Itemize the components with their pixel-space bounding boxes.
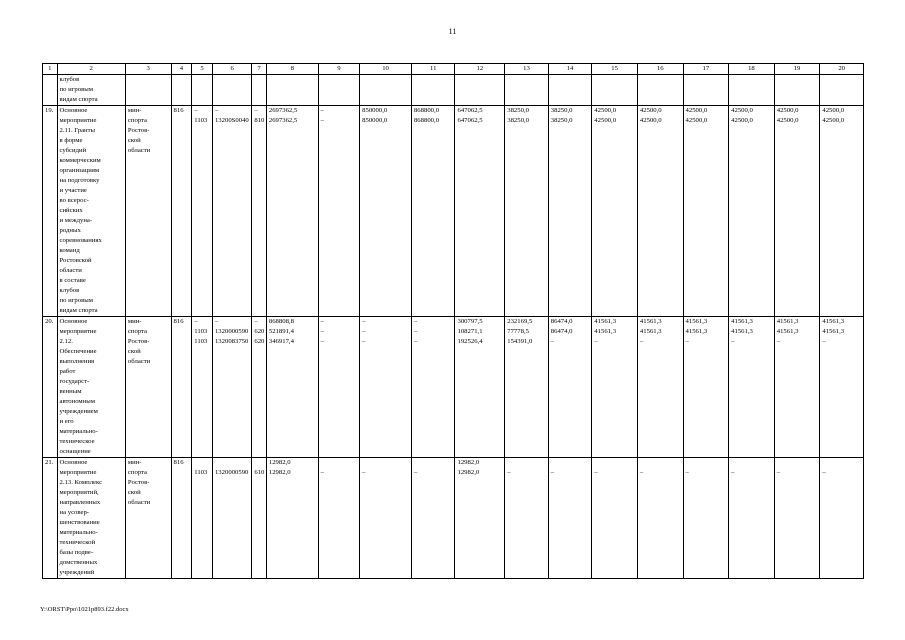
amount-cell: [774, 106, 820, 317]
amount-cell: [729, 458, 775, 579]
amount-cell: [266, 106, 318, 317]
event-name: [57, 317, 125, 458]
value-line: 41561,3: [594, 318, 617, 325]
value-line: [551, 458, 590, 468]
empty-cell: [360, 75, 412, 106]
value-line: 647062,5: [457, 117, 483, 124]
code-cell: [192, 317, 213, 458]
value-line: 2697362,5: [268, 117, 298, 124]
amount-cell: [683, 106, 729, 317]
amount-cell: [505, 106, 549, 317]
header-cell: 8: [266, 64, 318, 75]
empty-cell: [318, 75, 359, 106]
value-line: [215, 458, 249, 468]
executor: [125, 458, 171, 579]
code-cell: [192, 106, 213, 317]
value-line: –: [639, 469, 644, 476]
text-line: мероприятие: [59, 328, 97, 335]
value-line: 1320083750: [214, 338, 249, 345]
amount-cell: [411, 317, 455, 458]
value-line: 86474,0: [550, 318, 573, 325]
value-line: 41561,3: [639, 318, 662, 325]
text-line: во всерос-: [59, 197, 89, 204]
text-line: ской: [127, 489, 141, 496]
text-line: мин-: [127, 107, 142, 114]
text-line: клубов: [59, 76, 80, 83]
empty-cell: [192, 75, 213, 106]
amount-cell: [266, 458, 318, 579]
text-line: по игровым: [59, 297, 93, 304]
value-line: 620: [254, 338, 265, 345]
value-line: 521891,4: [268, 328, 294, 335]
text-line: работ: [59, 368, 76, 375]
text-line: 2.11. Гранты: [59, 127, 96, 134]
value-line: 1320000590: [214, 328, 249, 335]
value-line: 41561,3: [776, 328, 799, 335]
text-line: спорта: [127, 117, 148, 124]
value-line: 810: [254, 117, 265, 124]
amount-cell: [266, 317, 318, 458]
value-line: [686, 458, 727, 468]
text-line: Ростов-: [127, 338, 150, 345]
text-line: материально-: [59, 529, 98, 536]
value-line: 42500,0: [639, 107, 662, 114]
value-line: 41561,3: [731, 318, 753, 325]
executor: [125, 317, 171, 458]
text-line: области: [127, 147, 151, 154]
code-cell: [252, 317, 267, 458]
value-line: 12982,0: [457, 459, 480, 466]
text-line: и его: [59, 418, 74, 425]
text-line: Основное: [59, 107, 88, 114]
amount-cell: [505, 458, 549, 579]
text-line: в составе: [59, 277, 86, 284]
value-line: [731, 458, 772, 468]
text-line: организациям: [59, 167, 100, 174]
value-line: 1103: [194, 117, 208, 124]
header-cell: 13: [505, 64, 549, 75]
value-line: 86474,0: [550, 328, 573, 335]
value-line: 38250,0: [507, 117, 529, 124]
value-line: –: [214, 318, 219, 325]
amount-cell: [637, 458, 683, 579]
amount-cell: [820, 458, 864, 579]
row-number: 19.: [43, 106, 58, 317]
value-line: –: [320, 318, 325, 325]
header-row: [43, 64, 864, 75]
empty-cell: [505, 75, 549, 106]
table-row: [43, 317, 864, 458]
text-line: материально-: [59, 428, 98, 435]
amount-cell: [592, 106, 638, 317]
value-line: 12982,0: [268, 459, 291, 466]
header-cell: 2: [57, 64, 125, 75]
amount-cell: [637, 106, 683, 317]
amount-cell: [360, 458, 412, 579]
header-cell: 11: [411, 64, 455, 75]
code-cell: [252, 106, 267, 317]
value-line: –: [320, 117, 325, 124]
amount-cell: [820, 106, 864, 317]
value-line: 850000,0: [362, 117, 388, 124]
header-cell: 4: [171, 64, 192, 75]
text-line: учреждением: [59, 408, 98, 415]
value-line: –: [731, 469, 735, 476]
header-cell: 12: [455, 64, 505, 75]
amount-cell: [455, 317, 505, 458]
amount-cell: [592, 317, 638, 458]
text-line: спорта: [127, 469, 148, 476]
value-line: 346917,4: [268, 338, 294, 345]
text-line: технической: [59, 539, 96, 546]
table-row: [43, 106, 864, 317]
amount-cell: [683, 317, 729, 458]
value-line: –: [822, 338, 826, 345]
value-line: –: [550, 338, 555, 345]
text-line: родных: [59, 227, 81, 234]
grbs-code: 816: [171, 106, 192, 317]
header-cell: 5: [192, 64, 213, 75]
value-line: –: [507, 469, 511, 476]
value-line: 850000,0: [362, 107, 388, 114]
value-line: [594, 458, 635, 468]
value-line: –: [413, 328, 418, 335]
value-line: 610: [254, 469, 265, 476]
value-line: 38250,0: [550, 107, 573, 114]
amount-cell: [411, 458, 455, 579]
value-line: 42500,0: [685, 117, 708, 124]
amount-cell: [505, 317, 549, 458]
value-line: –: [413, 469, 418, 476]
value-line: 42500,0: [639, 117, 662, 124]
amount-cell: [318, 106, 359, 317]
text-line: по игровым: [59, 86, 93, 93]
text-line: венным: [59, 388, 82, 395]
text-line: соревнованиях: [59, 237, 102, 244]
value-line: –: [320, 338, 325, 345]
value-line: –: [822, 469, 826, 476]
text-line: мероприятие: [59, 469, 97, 476]
amount-cell: [318, 317, 359, 458]
empty-cell: [455, 75, 505, 106]
text-line: видам спорта: [59, 96, 98, 103]
continuation-text: [57, 75, 125, 106]
value-line: 12982,0: [268, 469, 291, 476]
value-line: 38250,0: [550, 117, 573, 124]
value-line: 868800,0: [413, 117, 440, 124]
text-line: субсидий: [59, 147, 87, 154]
header-cell: 9: [318, 64, 359, 75]
text-line: Ростовской: [59, 257, 92, 264]
amount-cell: [455, 458, 505, 579]
value-line: –: [776, 338, 781, 345]
value-line: 1320000590: [214, 469, 249, 476]
value-line: –: [685, 469, 689, 476]
amount-cell: [774, 317, 820, 458]
amount-cell: [592, 458, 638, 579]
value-line: –: [320, 328, 325, 335]
value-line: –: [685, 338, 689, 345]
value-line: 42500,0: [731, 117, 753, 124]
value-line: –: [362, 318, 366, 325]
empty-cell: [774, 75, 820, 106]
page-number: 11: [448, 27, 457, 36]
amount-cell: [455, 106, 505, 317]
value-line: –: [214, 107, 219, 114]
value-line: –: [194, 107, 198, 114]
empty-cell: [252, 75, 267, 106]
grbs-code: 816: [171, 317, 192, 458]
header-cell: 19: [774, 64, 820, 75]
empty-cell: [683, 75, 729, 106]
text-line: ской: [127, 137, 141, 144]
text-line: и участие: [59, 187, 87, 194]
value-line: [414, 458, 453, 468]
text-line: Основное: [59, 459, 88, 466]
value-line: 42500,0: [776, 117, 799, 124]
event-name: [57, 106, 125, 317]
empty-cell: [820, 75, 864, 106]
code-cell: [212, 106, 251, 317]
text-line: государст-: [59, 378, 90, 385]
value-line: [194, 458, 210, 468]
text-line: на усовер-: [59, 509, 90, 516]
empty-cell: [729, 75, 775, 106]
value-line: –: [254, 107, 258, 114]
table-row: [43, 458, 864, 579]
value-line: 647062,5: [457, 107, 483, 114]
amount-cell: [548, 458, 592, 579]
text-line: области: [127, 358, 151, 365]
header-cell: 15: [592, 64, 638, 75]
empty-cell: [125, 75, 171, 106]
amount-cell: [729, 106, 775, 317]
value-line: 192526,4: [457, 338, 483, 345]
value-line: [321, 458, 357, 468]
value-line: –: [320, 469, 325, 476]
value-line: –: [776, 469, 781, 476]
amount-cell: [360, 317, 412, 458]
empty-cell: [411, 75, 455, 106]
value-line: [640, 458, 681, 468]
header-cell: 14: [548, 64, 592, 75]
value-line: 1103: [194, 328, 208, 335]
value-line: 868808,8: [268, 318, 294, 325]
text-line: мероприятий,: [59, 489, 99, 496]
value-line: 13200S0040: [214, 117, 249, 124]
empty-cell: [212, 75, 251, 106]
text-line: учреждений: [59, 569, 95, 576]
empty-cell: [171, 75, 192, 106]
amount-cell: [729, 317, 775, 458]
amount-cell: [637, 317, 683, 458]
value-line: 108271,1: [457, 328, 483, 335]
row-number: 21.: [43, 458, 58, 579]
text-line: оснащение: [59, 448, 91, 455]
value-line: [507, 458, 546, 468]
value-line: 2697362,5: [268, 107, 298, 114]
text-line: области: [127, 499, 151, 506]
value-line: 41561,3: [776, 318, 799, 325]
value-line: 38250,0: [507, 107, 529, 114]
event-name: [57, 458, 125, 579]
value-line: –: [194, 318, 198, 325]
code-cell: [212, 458, 251, 579]
continuation-row: [43, 75, 864, 106]
amount-cell: [360, 106, 412, 317]
value-line: –: [320, 107, 325, 114]
amount-cell: [318, 458, 359, 579]
value-line: 77778,5: [507, 328, 529, 335]
value-line: 42500,0: [776, 107, 799, 114]
value-line: 868800,0: [413, 107, 440, 114]
amount-cell: [683, 458, 729, 579]
amount-cell: [774, 458, 820, 579]
text-line: базы подве-: [59, 549, 94, 556]
value-line: 620: [254, 328, 265, 335]
value-line: 41561,3: [731, 328, 753, 335]
empty-cell: [43, 75, 58, 106]
value-line: –: [550, 469, 555, 476]
value-line: –: [362, 469, 366, 476]
text-line: техническое: [59, 438, 95, 445]
text-line: 2.13. Комплекс: [59, 479, 103, 486]
empty-cell: [266, 75, 318, 106]
grbs-code: 816: [171, 458, 192, 579]
text-line: мин-: [127, 318, 142, 325]
text-line: команд: [59, 247, 80, 254]
value-line: [254, 458, 264, 468]
amount-cell: [411, 106, 455, 317]
empty-cell: [592, 75, 638, 106]
footer-path: Y:\ORST\Ppo\1021p893.f22.docx: [40, 606, 129, 613]
value-line: 41561,3: [594, 328, 617, 335]
text-line: Обеспечение: [59, 348, 97, 355]
code-cell: [212, 317, 251, 458]
text-line: области: [59, 267, 82, 274]
text-line: коммерческим: [59, 157, 101, 164]
text-line: на подготовку: [59, 177, 100, 184]
value-line: 41561,3: [822, 318, 845, 325]
amount-cell: [548, 106, 592, 317]
amount-cell: [548, 317, 592, 458]
header-cell: 1: [43, 64, 58, 75]
value-line: –: [362, 338, 366, 345]
value-line: 41561,3: [639, 328, 662, 335]
header-cell: 20: [820, 64, 864, 75]
value-line: 42500,0: [822, 117, 845, 124]
text-line: в форме: [59, 137, 83, 144]
header-cell: 10: [360, 64, 412, 75]
value-line: 42500,0: [731, 107, 753, 114]
header-cell: 17: [683, 64, 729, 75]
value-line: –: [254, 318, 258, 325]
value-line: 300797,5: [457, 318, 483, 325]
text-line: мероприятие: [59, 117, 97, 124]
code-cell: [252, 458, 267, 579]
text-line: направленных: [59, 499, 101, 506]
value-line: 42500,0: [594, 107, 617, 114]
row-number: 20.: [43, 317, 58, 458]
text-line: и междуна-: [59, 217, 93, 224]
amount-cell: [820, 317, 864, 458]
value-line: 42500,0: [822, 107, 845, 114]
text-line: Основное: [59, 318, 88, 325]
text-line: автономным: [59, 398, 95, 405]
header-cell: 6: [212, 64, 251, 75]
text-line: мин-: [127, 459, 142, 466]
value-line: 12982,0: [457, 469, 480, 476]
text-line: выполнения: [59, 358, 95, 365]
value-line: 41561,3: [822, 328, 845, 335]
text-line: спорта: [127, 328, 148, 335]
text-line: видам спорта: [59, 307, 98, 314]
header-cell: 18: [729, 64, 775, 75]
value-line: –: [731, 338, 735, 345]
value-line: 41561,3: [685, 318, 708, 325]
value-line: [777, 458, 818, 468]
header-cell: 3: [125, 64, 171, 75]
value-line: [362, 458, 409, 468]
text-line: домственных: [59, 559, 98, 566]
text-line: шенствование: [59, 519, 100, 526]
text-line: Ростов-: [127, 127, 150, 134]
value-line: –: [639, 338, 644, 345]
empty-cell: [637, 75, 683, 106]
text-line: Ростов-: [127, 479, 150, 486]
text-line: клубов: [59, 287, 80, 294]
value-line: –: [594, 338, 598, 345]
value-line: 1103: [194, 338, 208, 345]
header-cell: 7: [252, 64, 267, 75]
header-cell: 16: [637, 64, 683, 75]
executor: [125, 106, 171, 317]
value-line: –: [362, 328, 366, 335]
value-line: 232169,5: [507, 318, 533, 325]
value-line: –: [413, 338, 418, 345]
budget-table: [42, 63, 864, 579]
value-line: 42500,0: [594, 117, 617, 124]
text-line: сийских: [59, 207, 83, 214]
value-line: 42500,0: [685, 107, 708, 114]
value-line: 154391,0: [507, 338, 533, 345]
value-line: 41561,3: [685, 328, 708, 335]
empty-cell: [548, 75, 592, 106]
value-line: [822, 458, 861, 468]
value-line: –: [594, 469, 598, 476]
text-line: 2.12.: [59, 338, 73, 345]
code-cell: [192, 458, 213, 579]
text-line: ской: [127, 348, 141, 355]
value-line: 1103: [194, 469, 208, 476]
value-line: –: [413, 318, 418, 325]
